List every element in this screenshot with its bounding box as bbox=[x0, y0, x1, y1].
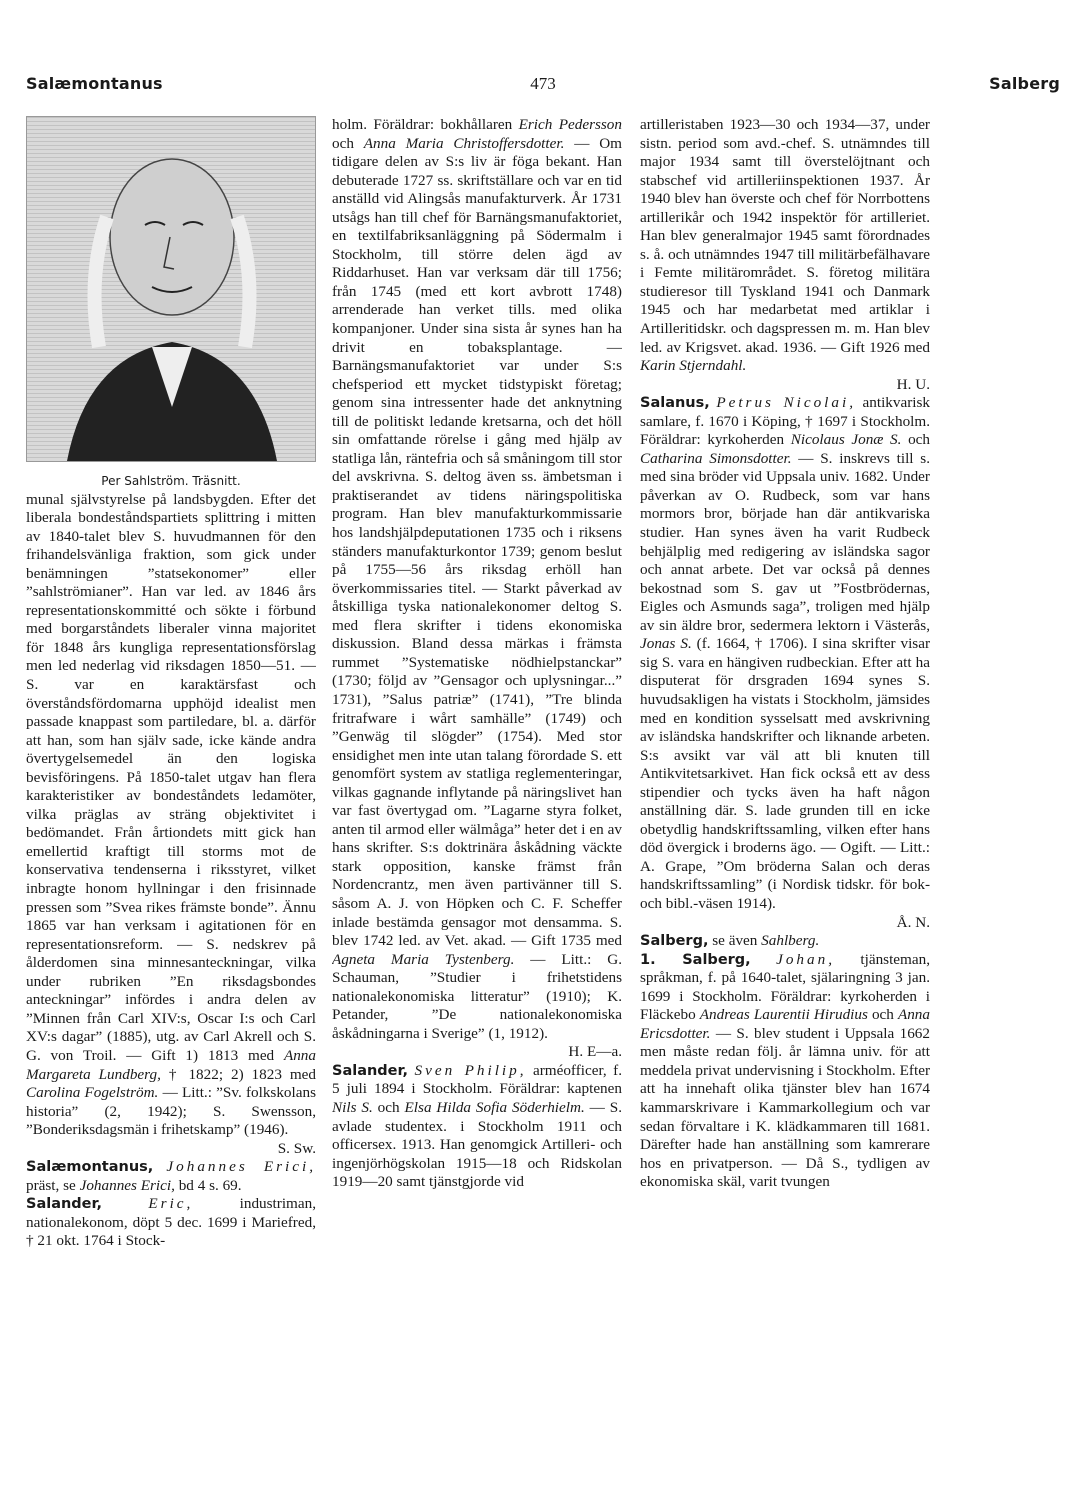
entry-salaemontanus: Salæmontanus, Johannes Erici, präst, se Johannes Erici, bd 4 s. 69. bbox=[26, 1158, 316, 1194]
headword: Salberg, bbox=[640, 933, 709, 950]
page-number: 473 bbox=[530, 74, 556, 93]
entry-salanus: Salanus, Petrus Nicolai, antikvarisk samlare, f. 1670 i Köping, † 1697 i Stockholm. Föräldrar: kyrkoherden Nicolaus Jonæ S. och Catharina Simonsdotter. — S. inskrevs till s. med sina bröder vid Uppsala univ. 1682. Under påverkan av O. Rudbeck, som var hans mormors bror, började han där antikvariska studier. Han synes även ha varit Rudbeck behjälplig med redigering av isländska sagor och annat arbete. Det var också på dennes bekostnad som S. gav ut ”Fostbrödernas, Eigles och Asmunds saga”, troligen med hjälp av sin äldre bror, sedermera lektorn i Västerås, Jonas S. (f. 1664, † 1706). I sina skrifter visar sig S. vara en hängiven rudbeckian. Efter att ha disputerat för drsgraden 1694 synes S. huvudsakligen ha vistats i Stockholm, jämsides med en kondition sysselsatt med avskrivning av isländska handskrifter och liknande arbeten. S:s avsikt var väl att bli knuten till Antikvitetsarkivet. Han fick också ett av dess stipendier och tycks även ha haft någon anställning där. S. lade grunden till en icke obetydlig handskriftssamling, vilken efter hans död övergick i broderns ägo. — Ogift. — Litt.: A. Grape, ”Om bröderna Salan och deras handskriftssamling” (i Nordisk tidskr. för bok- och bibl.-väsen 1914). bbox=[640, 394, 930, 912]
column-1 bbox=[26, 116, 316, 1486]
entry-sahlstrom-text: munal självstyrelse på landsbygden. Efter det liberala bondeståndspartiets splittring i mitten av 1840-talet blev S. huvudmannen för den frihandelsvänliga fraktion, som gick under benämningen ”statsekonomer” eller ”sahlströmianer”. Han var led. av 1846 års representationskommitté och sökte i förbund med borgarståndets liberaler vinna majoritet för 1848 års kungliga representationsförslag men led nederlag vid riksdagen 1850—51. — S. var en karaktärsfast och överståndsfördomarna upphöjd idealist men passade knappast som partiledare, bl. a. därför att han, som han själv sade, icke kände andra övertygelsemedel än den logiska bevisföringens. På 1850-talet utgav han flera karakteristiker av bondeståndets ledamöter, vilka präglas av sträng objektivitet i bedömandet. Från årtiondets mitt gick han emellertid kraftigt till storms mot de konservativa tendenserna i riksstyret, vilket inbragte honom hyllningar i den frisinnade pressen som ”Svea rikes främste bonde”. Ännu 1865 var han verksam i agitationen för en representationsreform. — S. nedskrev på ålderdomen sina minnesanteckningar, vilka under rubriken ”En riksdagsbondes anteckningar” infördes i andra delen av ”Minnen från Carl XIV:s, Oscar I:s och Carl XV:s dagar” (1885), utg. av Carl Akrell och S. G. von Troil. — Gift 1) 1813 med Anna Margareta Lundberg, † 1822; 2) 1823 med Carolina Fogelström. — Litt.: ”Sv. folkskolans historia” (2, 1942); S. Swensson, ”Bonderiksdagsmän i frihetskamp” (1946). bbox=[26, 490, 316, 1139]
author-signature: Å. N. bbox=[896, 913, 930, 931]
entry-salander-sven: Salander, Sven Philip, arméofficer, f. 5 juli 1894 i Stockholm. Föräldrar: kaptenen Nils S. och Elsa Hilda Sofia Söderhielm. — S. avlade studentex. i Stockholm 1911 och officersex. 1913. Han genomgick Artilleri- och ingenjörhögskolan 1915—18 och Ridskolan 1919—20 samt tjänstgjorde vid bbox=[332, 1061, 622, 1191]
author-signature: S. Sw. bbox=[277, 1139, 316, 1157]
column-3 bbox=[640, 116, 930, 1486]
page-header bbox=[26, 74, 1060, 98]
column-2 bbox=[332, 116, 622, 1486]
portrait-caption: Per Sahlström. Träsnitt. bbox=[101, 474, 241, 488]
headword: Salæmontanus, bbox=[26, 1159, 154, 1176]
headword: Salanus, bbox=[640, 395, 710, 412]
entry-salander-eric-cont: holm. Föräldrar: bokhållaren Erich Pedersson och Anna Maria Christoffersdotter. — Om tidigare delen av S:s liv är föga bekant. Han debuterade 1727 ss. skriftställare och var en tid anställd vid Alingsås manufakturverk. År 1731 utsågs han till chef för Barnängsmanufaktoriet, en textilfabriksanläggning på Södermalm i Stockholm, till större delen ägd av Riddarhuset. Han var verksam där till 1756; från 1745 (med ett kort avbrott 1748) arrenderade han verket tills. med olika kompanjoner. Under sina sista år synes han ha drivit en tobaksplantage. — Barnängsmanufaktoriet var under S:s chefsperiod ett mycket tidstypiskt företag; genom sina intressenter hade det anknytning till de politiskt ledande kretsarna, och det höll sin omfattande rörelse i gång med hjälp av statliga lån, räntefria och så småningom till stor del avskrivna. S. deltog även ss. ämbetsman i praktiserandet av tidens näringspolitiska program. Han blev manufakturkommissarie hos landshjälpdeputationen 1735 och i riksens ständers manufakturkontor 1739; genom beslut på 1755—56 års riksdag erhöll han överkommissaries titel. — Starkt påverkad av åtskilliga tyska nationalekonomer deltog S. med flera skrifter i tidens ekonomiska diskussion. Bland dessa märkas i främsta rummet ”Systematiske nödhielpstanckar” (1730; följd av ”Gensagor och uplysningar...” 1731), ”Salus patriæ” (1741), ”Tre blinda fritrafware i wårt samhälle” (1749) och ”Genwäg til slögder” (1754). Med stor ensidighet men inte utan talang förordade S. ett genomfört system av statliga reglementeringar, vilkas gagnande inflytande på näringslivet han var fast övertygad om. ”Lagarne styra folket, anten til armod eller wälmåga” heter det i en av hans skrifter. S:s doktrinära åskådning väckte stark opposition, kanske främst från Nordencrantz, men även partivänner till S. såsom A. J. von Höpken och C. F. Scheffer inlade bestämda gensagor mot densamma. S. blev 1742 led. av Vet. akad. — Gift 1735 med Agneta Maria Tystenberg. — Litt.: G. Schauman, ”Studier i frihetstidens nationalekonomiska litteratur” (1910); K. Petander, ”De nationalekonomiska åskådningarna i Sverige” (1, 1912). bbox=[332, 116, 622, 1042]
author-signature: H. U. bbox=[896, 375, 930, 393]
running-head-left: Salæmontanus bbox=[26, 74, 163, 93]
running-head-right: Salberg bbox=[989, 74, 1060, 93]
entry-salander-sven-cont: artilleristaben 1923—30 och 1934—37, under sistn. period som avd.-chef. S. utnämndes till major 1934 samt till överstelöjtnant och stabschef vid artilleriinspektionen 1937. År 1940 blev han överste och chef för Norrbottens artillerikår och 1942 inspektör för artilleriet. Han blev generalmajor 1945 samt förordnades s. å. och utnämndes 1947 till militärbefälhavare i Femte militärområdet. S. företog militära studieresor till Tyskland 1941 och Danmark 1945 och har medarbetat med artiklar i Artilleritidskr. och dagspressen m. m. Han blev led. av Krigsvet. akad. 1936. — Gift 1926 med Karin Stjerndahl. bbox=[640, 116, 930, 375]
entry-salander-eric: Salander, Eric, industriman, nationalekonom, döpt 5 dec. 1699 i Mariefred, † 21 okt. 1764 i Stock- bbox=[26, 1195, 316, 1250]
entry-salberg-johan: 1. Salberg, Johan, tjänsteman, språkman, f. på 1640-talet, själaringning 3 jan. 1699 i Stockholm. Föräldrar: kyrkoherden i Fläckebo Andreas Laurentii Hirudius och Anna Ericsdotter. — S. blev student i Uppsala 1662 men måste redan följ. år lämna univ. för att meddela privat undervisning i Stockholm. Efter att ha innehaft olika tjänster blev han 1674 kammarskrivare i Kammarkollegium och var sedan förvaltare i K. klädkammaren till 1681. Därefter hade han anställning som kamrerare hos en privatperson. — Då S., tydligen av ekonomiska skäl, varit tvungen bbox=[640, 950, 930, 1191]
entry-salberg-ref: Salberg, se även Sahlberg. bbox=[640, 932, 820, 950]
portrait-woodcut bbox=[26, 116, 316, 462]
headword: Salander, bbox=[332, 1062, 409, 1079]
headword: 1. Salberg, bbox=[640, 951, 751, 968]
portrait-figure-icon bbox=[27, 117, 315, 461]
headword: Salander, bbox=[26, 1196, 103, 1213]
author-signature: H. E—a. bbox=[568, 1043, 622, 1061]
